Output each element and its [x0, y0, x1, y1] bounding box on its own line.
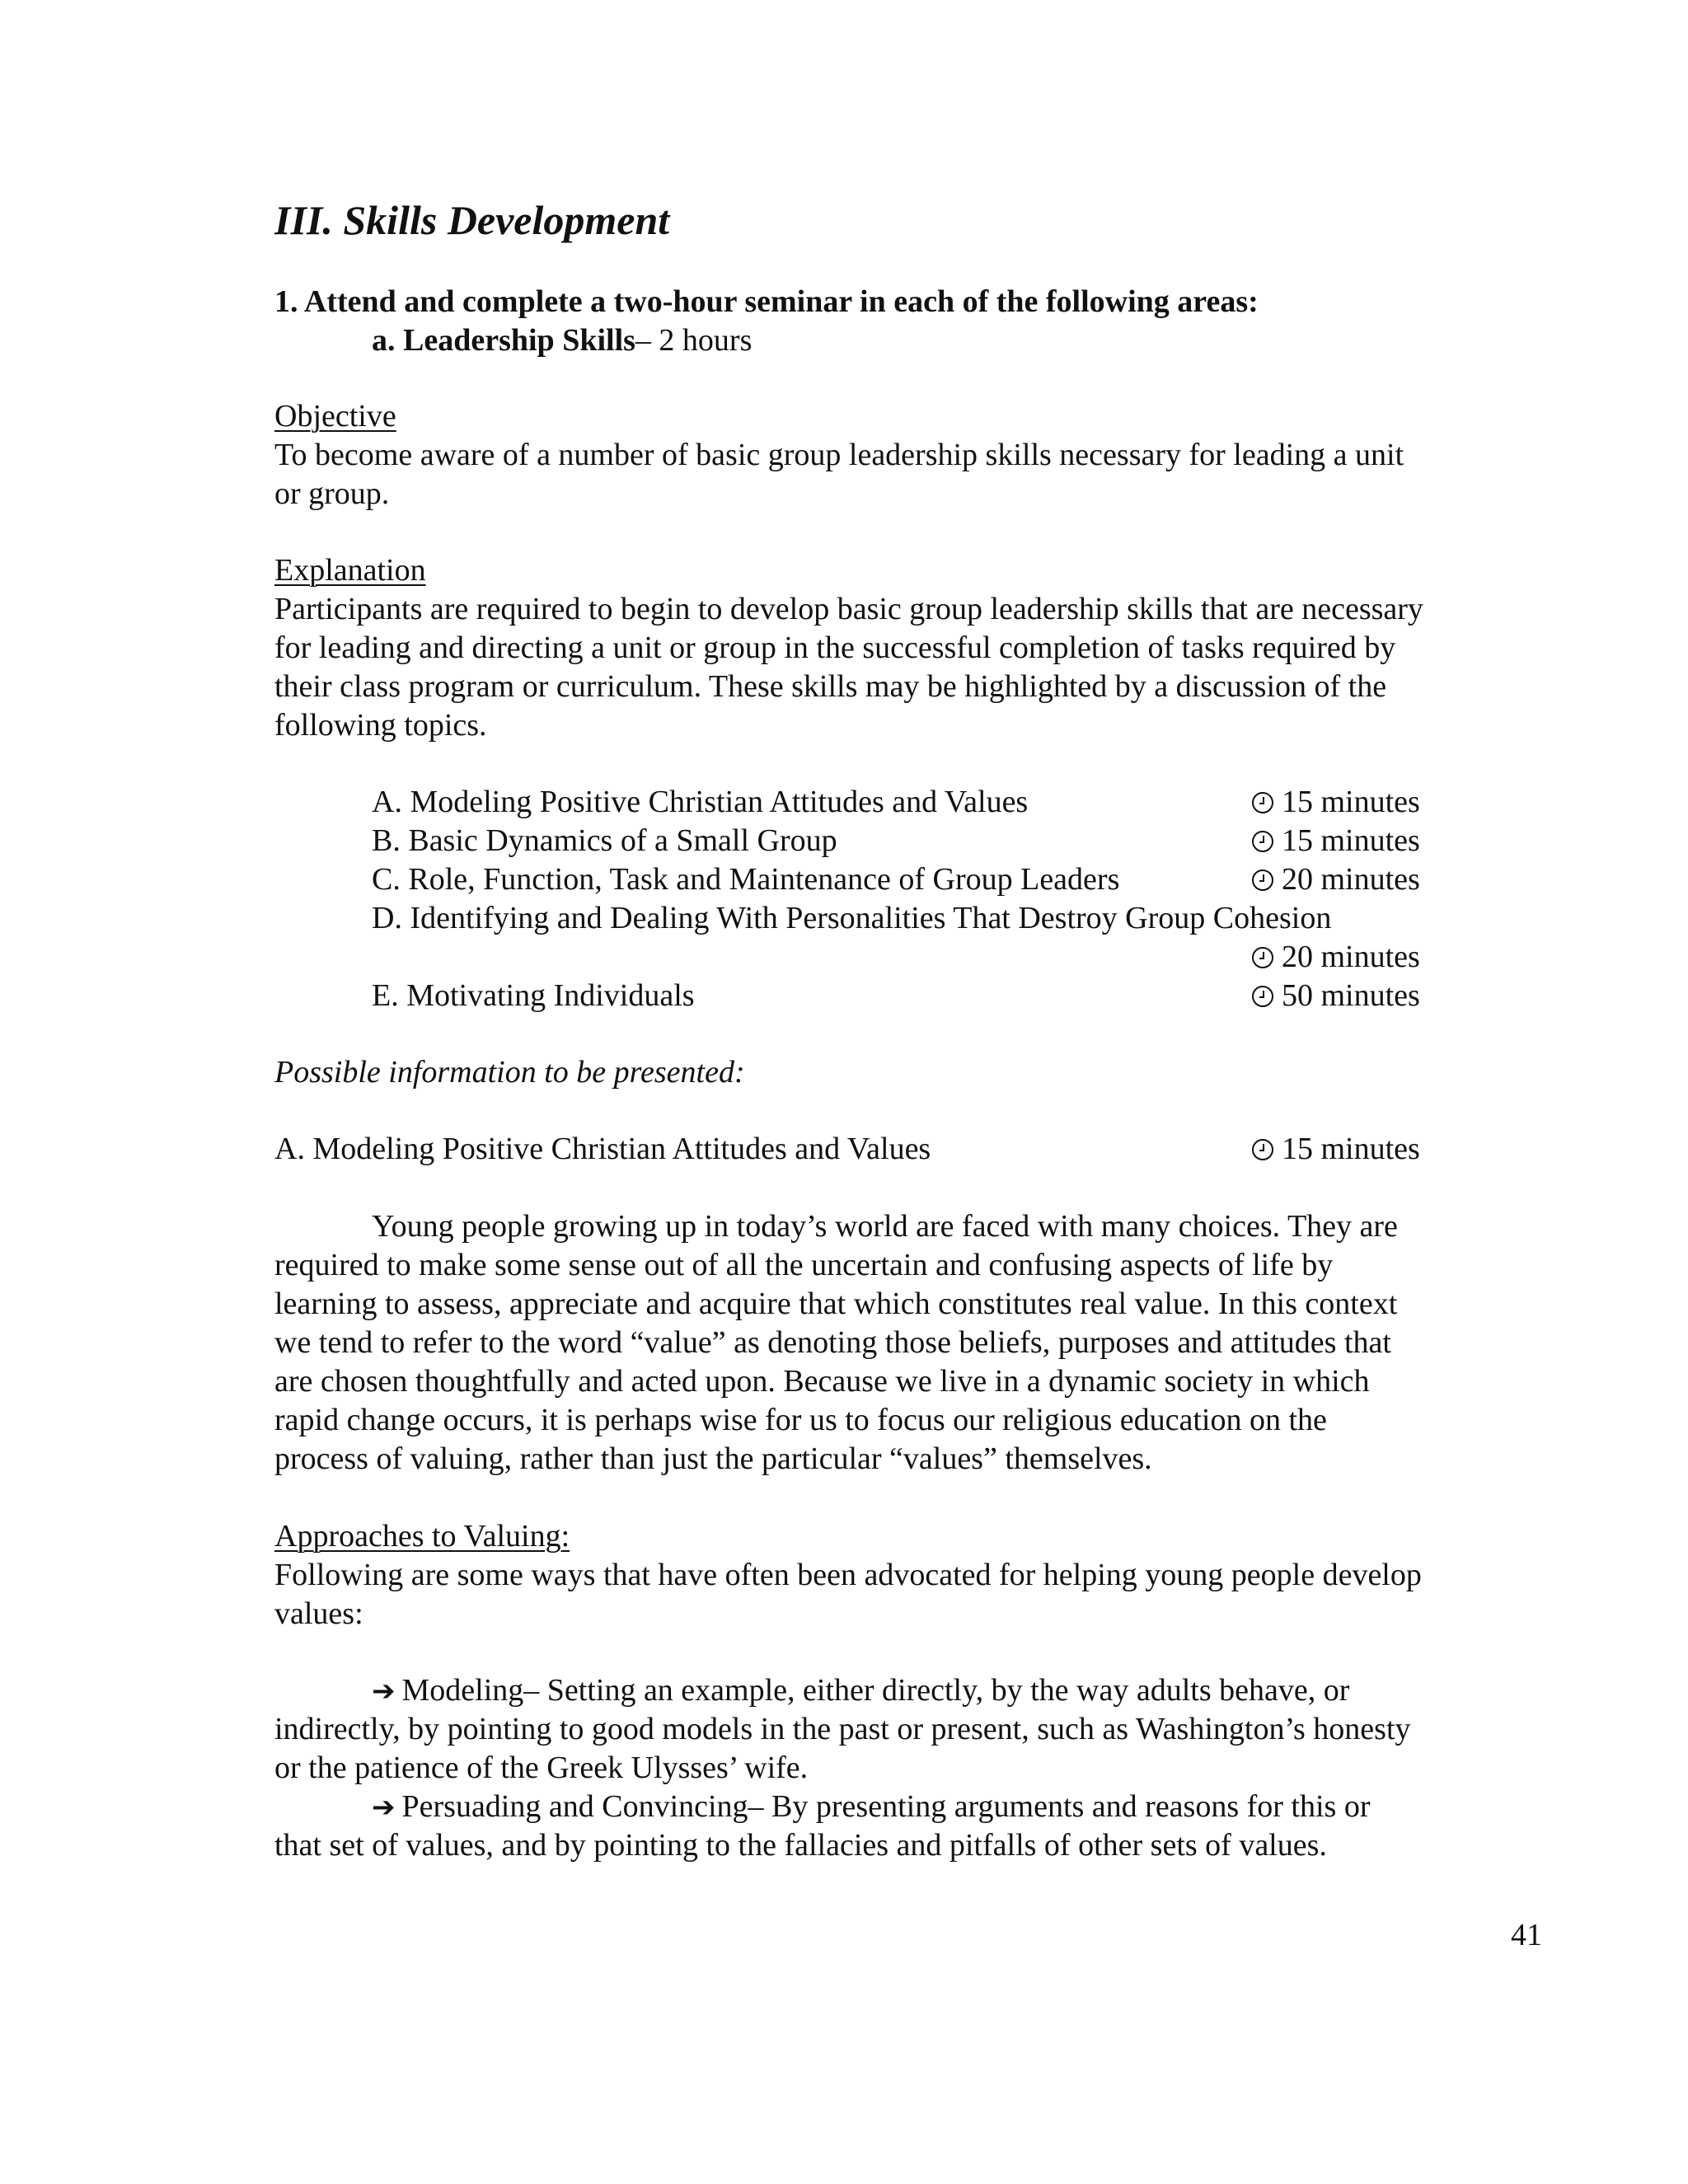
explanation-line: their class program or curriculum. These skills may be highlighted by a discussion of the	[274, 669, 1387, 704]
objective-text-line-1: To become aware of a number of basic group leadership skills necessary for leading a unit	[274, 438, 1404, 472]
clock-icon	[1252, 831, 1273, 852]
topic-item-d: D. Identifying and Dealing With Personalities That Destroy Group Cohesion	[372, 901, 1332, 935]
topic-item-c: C. Role, Function, Task and Maintenance of Group Leaders	[372, 862, 1120, 897]
explanation-line: for leading and directing a unit or group in the successful completion of tasks required by	[274, 630, 1396, 665]
clock-icon	[1252, 869, 1273, 891]
values-paragraph-line: required to make some sense out of all the uncertain and confusing aspects of life by	[274, 1248, 1334, 1282]
bullet-modeling-line: indirectly, by pointing to good models in the past or present, such as Washington’s honesty	[274, 1712, 1411, 1746]
item-1a-line	[372, 321, 752, 360]
values-paragraph-line: process of valuing, rather than just the particular “values” themselves.	[274, 1441, 1152, 1476]
clock-icon	[1252, 947, 1273, 968]
approaches-heading: Approaches to Valuing:	[274, 1519, 570, 1554]
topic-time-a: 15 minutes	[1252, 783, 1420, 822]
bullet-modeling-line: or the patience of the Greek Ulysses’ wife.	[274, 1750, 809, 1785]
item-1a-duration: – 2 hours	[635, 323, 753, 358]
clock-icon	[1252, 792, 1273, 813]
values-paragraph-line: we tend to refer to the word “value” as denoting those beliefs, purposes and attitudes that	[274, 1325, 1391, 1360]
objective-heading: Objective	[274, 399, 396, 434]
topic-item-e: E. Motivating Individuals	[372, 978, 695, 1013]
topic-item-b: B. Basic Dynamics of a Small Group	[372, 823, 837, 858]
right-arrow-icon: ➔	[372, 1791, 396, 1824]
values-paragraph-line: learning to assess, appreciate and acquire that which constitutes real value. In this context	[274, 1286, 1398, 1321]
bullet-persuading-line: that set of values, and by pointing to the fallacies and pitfalls of other sets of values.	[274, 1828, 1327, 1863]
values-paragraph-line: rapid change occurs, it is perhaps wise for us to focus our religious education on the	[274, 1403, 1327, 1437]
objective-text-line-2: or group.	[274, 476, 390, 511]
explanation-line: Participants are required to begin to develop basic group leadership skills that are necessary	[274, 592, 1423, 626]
subsection-a-time: 15 minutes	[1252, 1130, 1420, 1169]
item-1-heading: 1. Attend and complete a two-hour seminar in each of the following areas:	[274, 284, 1259, 319]
bullet-modeling-line-1: ➔ Modeling– Setting an example, either directly, by the way adults behave, or	[372, 1673, 1350, 1708]
item-1a-label: a. Leadership Skills	[372, 323, 635, 358]
values-paragraph-line: Young people growing up in today’s world are faced with many choices. They are	[372, 1209, 1398, 1244]
topic-time-b: 15 minutes	[1252, 822, 1420, 860]
page-number: 41	[1511, 1918, 1542, 1952]
topic-item-a: A. Modeling Positive Christian Attitudes and Values	[372, 785, 1029, 819]
topic-time-e: 50 minutes	[1252, 977, 1420, 1015]
section-title: III. Skills Development	[274, 197, 670, 243]
values-paragraph-line: are chosen thoughtfully and acted upon. Because we live in a dynamic society in which	[274, 1364, 1370, 1399]
approaches-intro-line-2: values:	[274, 1596, 363, 1631]
subsection-a-title: A. Modeling Positive Christian Attitudes and Values	[274, 1132, 931, 1166]
topic-time-d: 20 minutes	[1252, 938, 1420, 977]
explanation-heading: Explanation	[274, 553, 426, 588]
approaches-intro-line-1: Following are some ways that have often been advocated for helping young people develop	[274, 1558, 1422, 1592]
topic-time-c: 20 minutes	[1252, 860, 1420, 899]
clock-icon	[1252, 986, 1273, 1007]
bullet-persuading-line-1: ➔ Persuading and Convincing– By presenting arguments and reasons for this or	[372, 1789, 1371, 1824]
possible-info-heading: Possible information to be presented:	[274, 1055, 745, 1090]
explanation-line: following topics.	[274, 708, 487, 743]
clock-icon	[1252, 1139, 1273, 1160]
right-arrow-icon: ➔	[372, 1675, 396, 1708]
